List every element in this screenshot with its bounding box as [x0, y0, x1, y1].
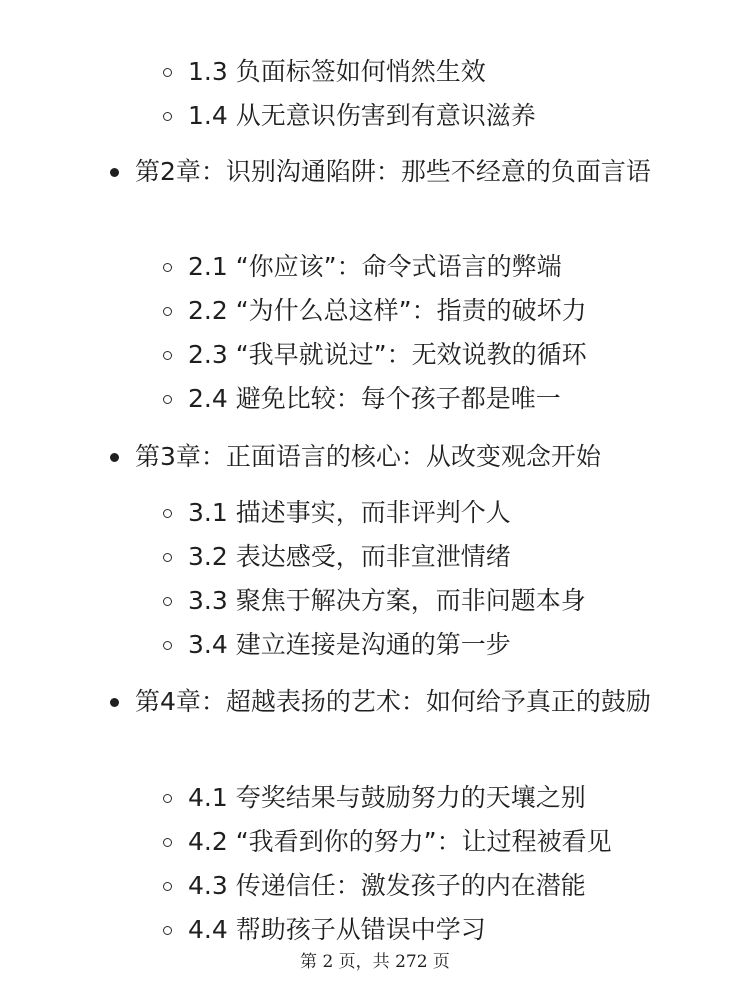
hollow-bullet-icon: [163, 307, 172, 316]
filled-bullet-icon: [110, 453, 119, 462]
toc-entry-1-3[interactable]: 1.3 负面标签如何悄然生效: [188, 57, 486, 86]
filled-bullet-icon: [110, 168, 119, 177]
hollow-bullet-icon: [163, 509, 172, 518]
toc-entry-3-2[interactable]: 3.2 表达感受，而非宣泄情绪: [188, 542, 511, 571]
toc-chapter-4[interactable]: 第4章：超越表扬的艺术：如何给予真正的鼓励: [135, 687, 651, 716]
hollow-bullet-icon: [163, 351, 172, 360]
hollow-bullet-icon: [163, 395, 172, 404]
toc-entry-4-3[interactable]: 4.3 传递信任：激发孩子的内在潜能: [188, 871, 586, 900]
toc-chapter-3[interactable]: 第3章：正面语言的核心：从改变观念开始: [135, 442, 601, 471]
hollow-bullet-icon: [163, 263, 172, 272]
toc-entry-2-1[interactable]: 2.1 “你应该”：命令式语言的弊端: [188, 252, 562, 281]
toc-entry-2-2[interactable]: 2.2 “为什么总这样”：指责的破坏力: [188, 296, 587, 325]
toc-chapter-2[interactable]: 第2章：识别沟通陷阱：那些不经意的负面言语: [135, 157, 651, 186]
toc-entry-4-1[interactable]: 4.1 夸奖结果与鼓励努力的天壤之别: [188, 783, 586, 812]
hollow-bullet-icon: [163, 838, 172, 847]
hollow-bullet-icon: [163, 68, 172, 77]
toc-entry-3-3[interactable]: 3.3 聚焦于解决方案，而非问题本身: [188, 586, 586, 615]
toc-entry-1-4[interactable]: 1.4 从无意识伤害到有意识滋养: [188, 101, 536, 130]
toc-entry-3-4[interactable]: 3.4 建立连接是沟通的第一步: [188, 630, 511, 659]
toc-entry-4-4[interactable]: 4.4 帮助孩子从错误中学习: [188, 915, 486, 944]
toc-entry-4-2[interactable]: 4.2 “我看到你的努力”：让过程被看见: [188, 827, 612, 856]
toc-entry-2-3[interactable]: 2.3 “我早就说过”：无效说教的循环: [188, 340, 587, 369]
toc-entry-3-1[interactable]: 3.1 描述事实，而非评判个人: [188, 498, 511, 527]
hollow-bullet-icon: [163, 553, 172, 562]
hollow-bullet-icon: [163, 794, 172, 803]
hollow-bullet-icon: [163, 882, 172, 891]
filled-bullet-icon: [110, 698, 119, 707]
page-number: 第 2 页，共 272 页: [300, 952, 450, 972]
hollow-bullet-icon: [163, 112, 172, 121]
hollow-bullet-icon: [163, 926, 172, 935]
hollow-bullet-icon: [163, 597, 172, 606]
toc-entry-2-4[interactable]: 2.4 避免比较：每个孩子都是唯一: [188, 384, 561, 413]
hollow-bullet-icon: [163, 641, 172, 650]
